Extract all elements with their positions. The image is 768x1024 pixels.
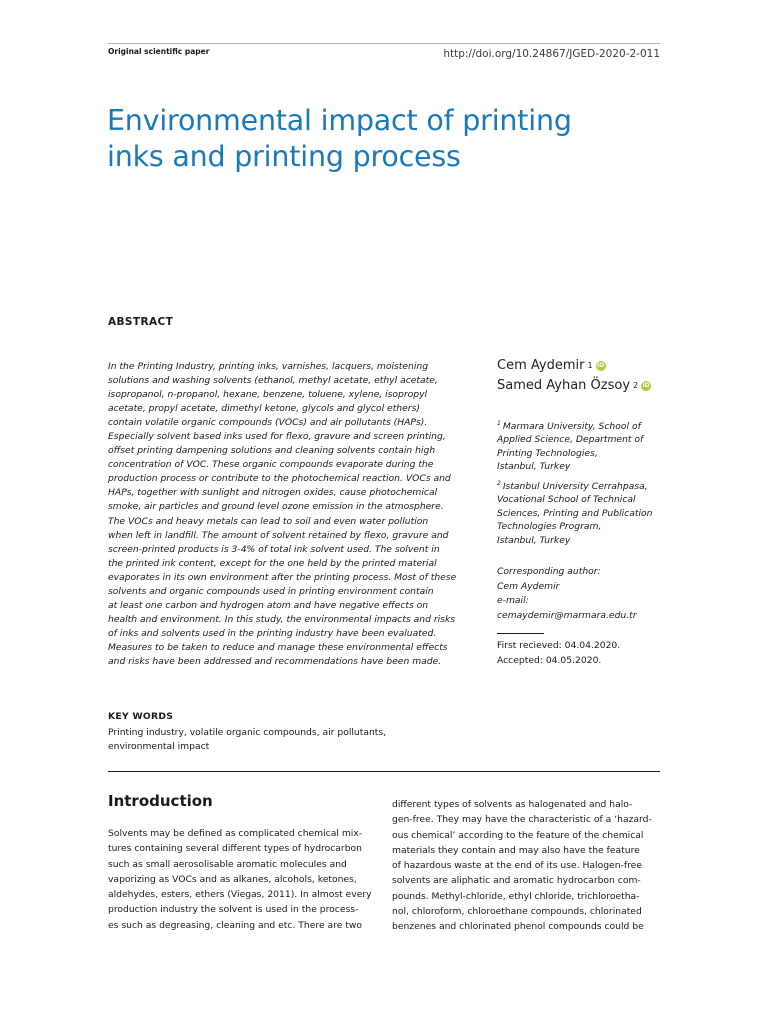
corresponding-label: Corresponding author: <box>497 566 601 577</box>
keywords-line: Printing industry, volatile organic compounds, air pollutants, <box>108 727 387 738</box>
abstract-line: isopropanol, n-propanol, hexane, benzene, toluene, xylene, isopropyl <box>108 389 428 401</box>
body-text-line: Solvents may be defined as complicated chemical mix- <box>108 828 363 839</box>
body-text-line: gen-free. They may have the characteristic of a ‘hazard- <box>392 814 652 826</box>
author-affiliation-marker: 1 <box>587 361 593 370</box>
author-name: Samed Ayhan Özsoy <box>497 378 631 393</box>
keywords-heading: KEY WORDS <box>108 711 174 722</box>
abstract-line: and risks have been addressed and recommendations have been made. <box>108 655 442 667</box>
keywords-line: environmental impact <box>108 741 210 752</box>
title-line: inks and printing process <box>107 140 461 173</box>
body-text-line: ous chemical’ according to the feature of the chemical <box>392 829 644 841</box>
body-text-line: tures containing several different types of hydrocarbon <box>108 843 362 855</box>
abstract-line: screen-printed products is 3-4% of total ink solvent used. The solvent in <box>108 543 440 555</box>
body-text-line: benzenes and chlorinated phenol compounds could be <box>392 921 644 932</box>
abstract-line: acetate, propyl acetate, dimethyl ketone, glycols and glycol ethers) <box>108 403 420 415</box>
affiliation-line: Technologies Program, <box>497 521 602 533</box>
body-text-line: nol, chloroform, chloroethane compounds, chlorinated <box>392 905 642 917</box>
corresponding-author <box>497 565 637 623</box>
abstract-line: In the Printing Industry, printing inks, varnishes, lacquers, moistening <box>108 361 429 372</box>
affiliation-line: Printing Technologies, <box>497 447 598 459</box>
abstract-line: at least one carbon and hydrogen atom and have negative effects on <box>108 599 429 611</box>
author-name: Cem Aydemir <box>497 358 585 373</box>
body-text-line: solvents are aliphatic and aromatic hydrocarbon com- <box>392 875 641 887</box>
body-text-line: pounds. Methyl-chloride, ethyl chloride, trichloroetha- <box>392 890 640 902</box>
affiliation-line: Istanbul, Turkey <box>497 461 571 473</box>
affiliation-text: Marmara University, School of <box>502 421 641 433</box>
author-list <box>497 356 651 396</box>
body-text-line: such as small aerosolisable aromatic molecules and <box>108 858 347 870</box>
affiliation-text: Istanbul University Cerrahpasa, <box>502 481 648 493</box>
abstract-line: production process or contribute to the photochemical reaction. VOCs and <box>108 473 451 485</box>
body-text-line: different types of solvents as halogenated and halo- <box>392 799 633 810</box>
introduction-heading: Introduction <box>108 792 213 810</box>
abstract-line: of inks and solvents used in the printing industry have been evaluated. <box>108 627 437 639</box>
affiliation-2 <box>497 477 667 547</box>
body-text-line: vaporizing as VOCs and as alkanes, alcohols, ketones, <box>108 873 357 885</box>
body-text-line: production industry the solvent is used in the process- <box>108 904 359 916</box>
abstract-line: concentration of VOC. These organic compounds evaporate during the <box>108 459 434 471</box>
author <box>497 376 651 396</box>
affiliation-line: Istanbul, Turkey <box>497 534 571 546</box>
accepted-date: Accepted: 04.05.2020. <box>497 655 602 666</box>
affiliation-marker: 1 <box>497 420 501 427</box>
corresponding-name: Cem Aydemir <box>497 580 560 592</box>
introduction-right-column <box>392 797 662 934</box>
title-line: Environmental impact of printing <box>107 104 572 137</box>
header-rule <box>108 43 660 44</box>
affiliation-1 <box>497 417 667 474</box>
abstract-line: the printed ink content, except for the one held by the printed material <box>108 557 437 569</box>
abstract-line: offset printing dampening solutions and cleaning solvents contain high <box>108 445 436 457</box>
orcid-icon[interactable]: iD <box>597 362 605 369</box>
author-affiliation-marker: 2 <box>633 381 639 390</box>
section-divider <box>108 771 660 772</box>
affiliation-line <box>497 477 667 493</box>
abstract-line: solvents and organic compounds used in printing environment contain <box>108 585 434 597</box>
keywords-body <box>108 726 386 754</box>
abstract-line: HAPs, together with sunlight and nitrogen oxides, cause photochemical <box>108 487 438 499</box>
paper-type: Original scientific paper <box>108 47 210 56</box>
affiliation-line: Applied Science, Department of <box>497 434 644 446</box>
dates-divider <box>497 633 544 634</box>
abstract-line: health and environment. In this study, the environmental impacts and risks <box>108 613 456 625</box>
abstract-line: contain volatile organic compounds (VOCs) and air pollutants (HAPs). <box>108 417 428 429</box>
affiliation-line: Vocational School of Technical <box>497 494 636 506</box>
abstract-line: solutions and washing solvents (ethanol, methyl acetate, ethyl acetate, <box>108 375 438 387</box>
abstract-line: when left in landfill. The amount of solvent retained by flexo, gravure and <box>108 529 449 541</box>
body-text-line: es such as degreasing, cleaning and etc. There are two <box>108 919 363 931</box>
abstract-line: The VOCs and heavy metals can lead to soil and even water pollution <box>108 515 429 527</box>
doi-link[interactable]: http://doi.org/10.24867/JGED-2020-2-011 <box>443 48 660 60</box>
introduction-left-column <box>108 826 373 933</box>
orcid-icon[interactable]: iD <box>642 382 650 389</box>
received-date: First recieved: 04.04.2020. <box>497 640 621 651</box>
abstract-heading: ABSTRACT <box>108 316 174 328</box>
abstract-line: Measures to be taken to reduce and manage these environmental effects <box>108 641 448 653</box>
email-link[interactable]: cemaydemir@marmara.edu.tr <box>497 609 637 621</box>
abstract-line: Especially solvent based inks used for flexo, gravure and screen printing, <box>108 431 446 443</box>
author <box>497 356 651 376</box>
abstract-line: smoke, air particles and ground level ozone emission in the atmosphere. <box>108 501 444 513</box>
affiliation-line: Sciences, Printing and Publication <box>497 507 653 519</box>
abstract-line: evaporates in its own environment after the printing process. Most of these <box>108 571 457 583</box>
body-text-line: of hazardous waste at the end of its use. Halogen-free <box>392 860 642 871</box>
abstract-body <box>108 360 470 669</box>
body-text-line: aldehydes, esters, ethers (Viegas, 2011). In almost every <box>108 889 372 900</box>
body-text-line: materials they contain and may also have the feature <box>392 844 640 856</box>
affiliation-line <box>497 417 667 433</box>
email-label: e-mail: <box>497 595 529 607</box>
paper-title <box>107 103 627 175</box>
submission-dates <box>497 638 620 668</box>
affiliation-marker: 2 <box>497 480 501 487</box>
